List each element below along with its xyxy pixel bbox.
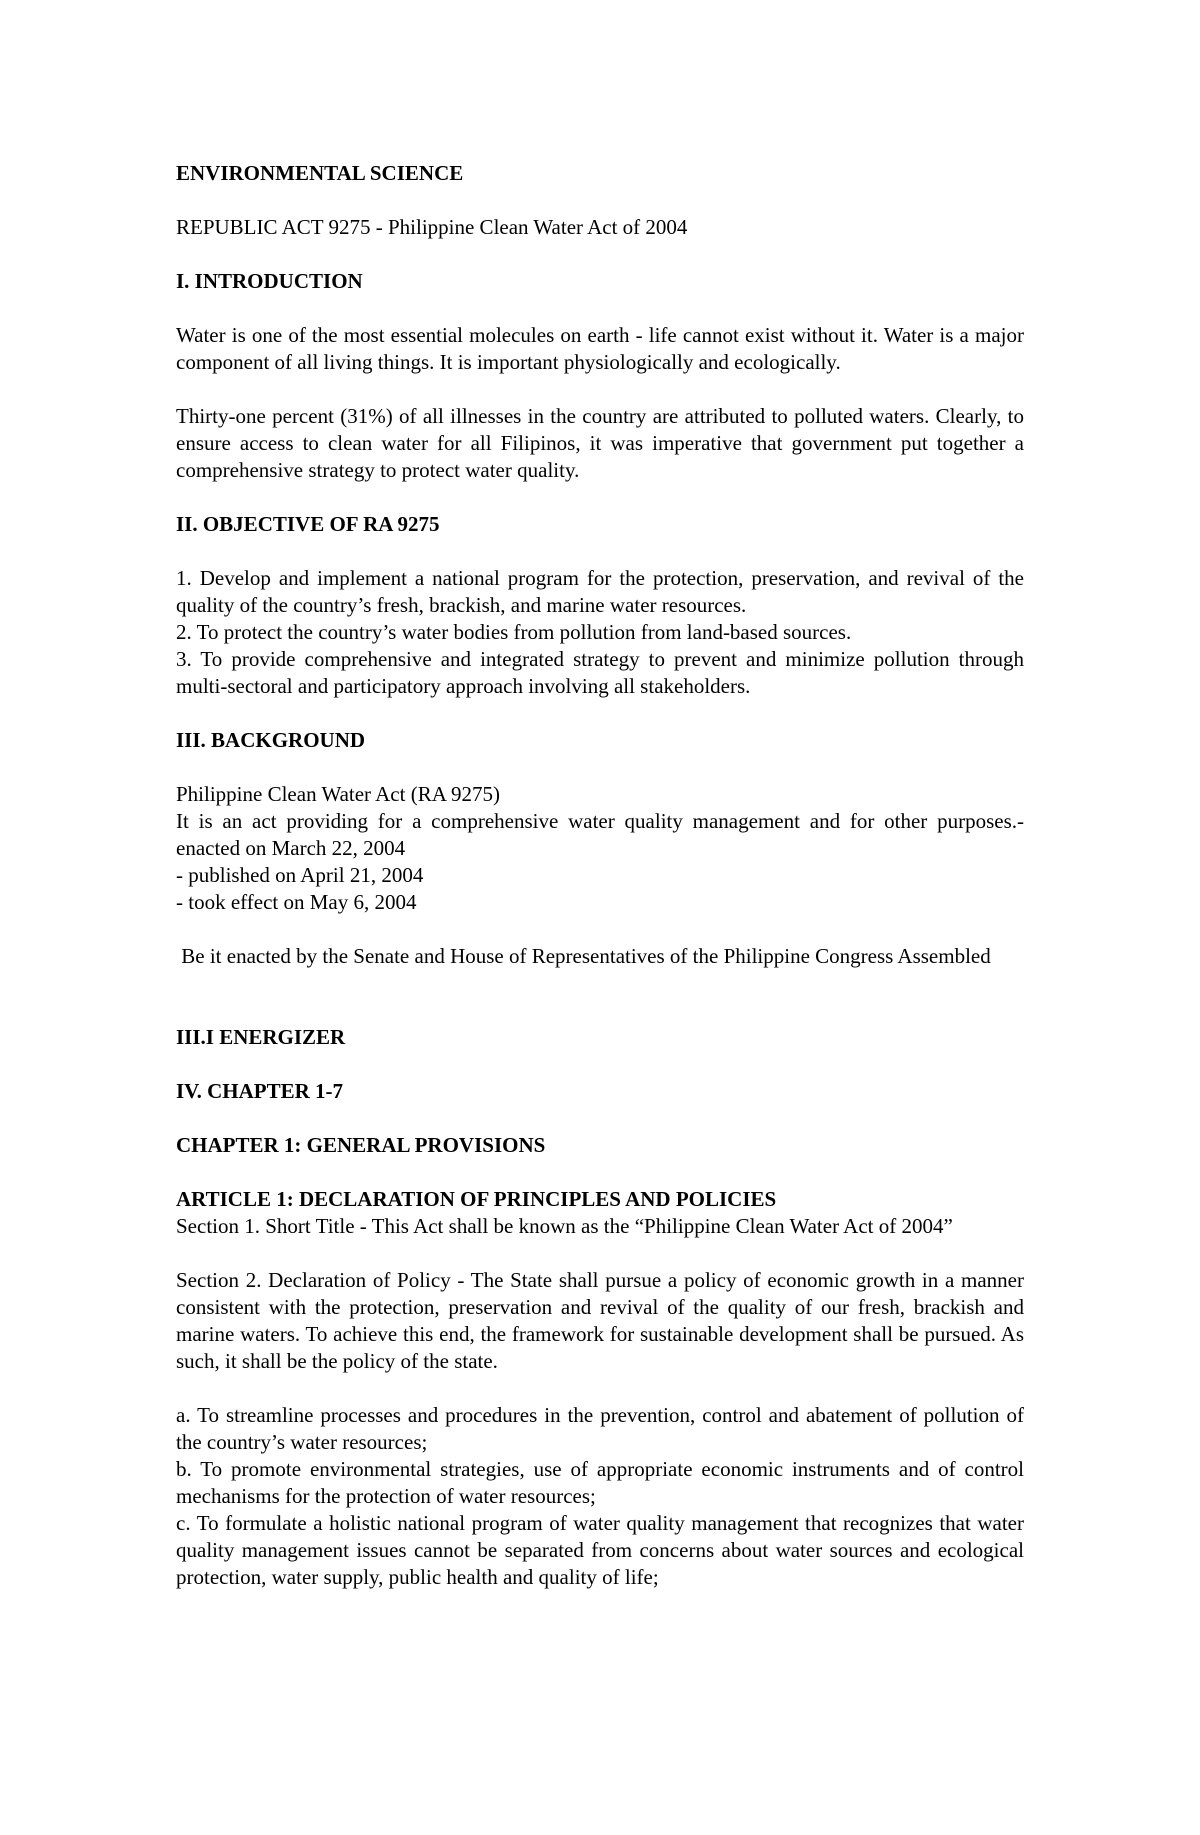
section-1-text: Section 1. Short Title - This Act shall be known as the “Philippine Clean Water Act of 2004” — [176, 1214, 953, 1238]
document-title: ENVIRONMENTAL SCIENCE — [176, 161, 464, 185]
background-heading: III. BACKGROUND — [176, 728, 366, 752]
chapter-1-heading: CHAPTER 1: GENERAL PROVISIONS — [176, 1133, 546, 1157]
chapters-heading: IV. CHAPTER 1-7 — [176, 1079, 344, 1103]
policy-item-b: b. To promote environmental strategies, use of appropriate economic instruments and of control mechanisms for the protection of water resources; — [176, 1457, 1024, 1508]
introduction-heading: I. INTRODUCTION — [176, 269, 363, 293]
objective-item-2: 2. To protect the country’s water bodies from pollution from land-based sources. — [176, 620, 852, 644]
objective-heading: II. OBJECTIVE OF RA 9275 — [176, 512, 440, 536]
enactment-clause — [176, 943, 1024, 970]
objective-item-3: 3. To provide comprehensive and integrated strategy to prevent and minimize pollution through multi-sectoral and participatory approach involving all stakeholders. — [176, 647, 1024, 698]
objective-item-1: 1. Develop and implement a national program for the protection, preservation, and revival of the quality of the country’s fresh, brackish, and marine water resources. — [176, 566, 1024, 617]
introduction-paragraph-2: Thirty-one percent (31%) of all illnesses in the country are attributed to polluted waters. Clearly, to ensure access to clean water for all Filipinos, it was imperative that government put together a comprehensive strategy to protect water quality. — [176, 404, 1024, 482]
energizer-heading: III.I ENERGIZER — [176, 1025, 346, 1049]
background-line-2: It is an act providing for a comprehensive water quality management and for other purposes.- enacted on March 22, 2004 — [176, 809, 1024, 860]
background-line-3: - published on April 21, 2004 — [176, 863, 424, 887]
objective-list — [176, 565, 1024, 700]
policy-item-a: a. To streamline processes and procedures in the prevention, control and abatement of pollution of the country’s water resources; — [176, 1403, 1024, 1454]
document-page — [176, 160, 1024, 1591]
document-subtitle: REPUBLIC ACT 9275 - Philippine Clean Water Act of 2004 — [176, 215, 688, 239]
background-line-1: Philippine Clean Water Act (RA 9275) — [176, 782, 500, 806]
article-1-heading: ARTICLE 1: DECLARATION OF PRINCIPLES AND POLICIES — [176, 1187, 777, 1211]
background-block — [176, 781, 1024, 916]
policy-item-c: c. To formulate a holistic national program of water quality management that recognizes that water quality management issues cannot be separated from concerns about water sources and ecological protection, water supply, public health and quality of life; — [176, 1511, 1024, 1589]
section-2-text: Section 2. Declaration of Policy - The State shall pursue a policy of economic growth in a manner consistent with the protection, preservation and revival of the quality of our fresh, brackish and marine waters. To achieve this end, the framework for sustainable development shall be pursued. As such, it shall be the policy of the state. — [176, 1268, 1024, 1373]
background-line-4: - took effect on May 6, 2004 — [176, 890, 417, 914]
introduction-paragraph-1: Water is one of the most essential molecules on earth - life cannot exist without it. Water is a major component of all living things. It is important physiologically and ecologically. — [176, 323, 1024, 374]
enactment-text: Be it enacted by the Senate and House of Representatives of the Philippine Congress Assembled — [181, 944, 991, 968]
policy-list — [176, 1402, 1024, 1591]
